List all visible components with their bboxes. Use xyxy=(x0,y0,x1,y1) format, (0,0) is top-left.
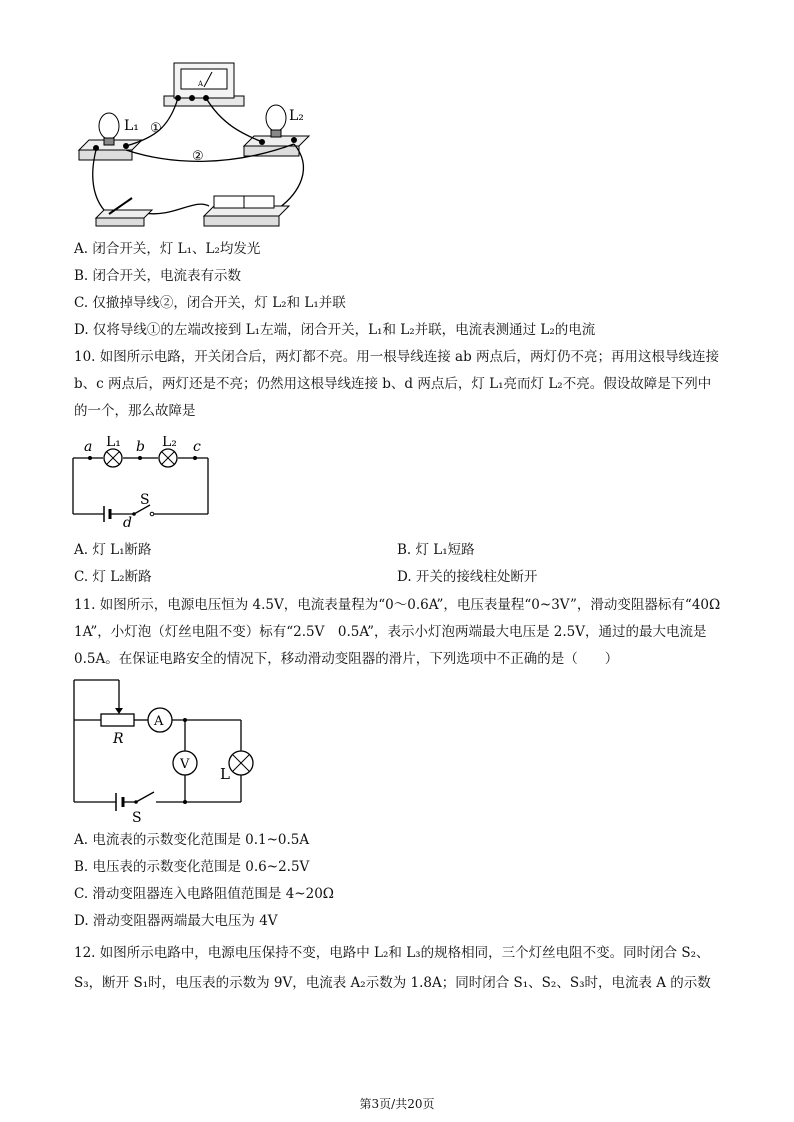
q10-stem: 10. 如图所示电路，开关闭合后，两灯都不亮。用一根导线连接 ab 两点后，两灯仍不亮；再用这根导线连接 b、c 两点后，两灯还是不亮；仍然用这根导线连接 b、d 两点后，灯 L₁亮而灯 L₂不亮。假设故障是下列中的一个，那么故障是 xyxy=(74,349,720,419)
ammeter-label: A xyxy=(154,714,164,729)
resistor-r-label: R xyxy=(113,731,124,747)
battery-device xyxy=(204,196,289,226)
q10-option-b: B. 灯 L₁短路 xyxy=(397,542,475,558)
q10-option-a: A. 灯 L₁断路 xyxy=(74,542,152,558)
q11-option-b: B. 电压表的示数变化范围是 0.6~2.5V xyxy=(74,859,310,875)
circuit-photo-figure xyxy=(74,58,314,236)
q10-circuit-diagram xyxy=(70,436,215,528)
q10-option-c: C. 灯 L₂断路 xyxy=(74,569,152,585)
q9-option-a: A. 闭合开关，灯 L₁、L₂均发光 xyxy=(74,241,261,257)
point-c-label: c xyxy=(193,439,201,455)
wire-1-label: ① xyxy=(150,121,162,136)
q9-option-c: C. 仅撤掉导线②，闭合开关，灯 L₂和 L₁并联 xyxy=(74,295,346,311)
label-l2: L₂ xyxy=(289,108,304,124)
switch-device xyxy=(96,198,152,226)
lamp-l2-label: L₂ xyxy=(162,436,177,450)
q11-option-d: D. 滑动变阻器两端最大电压为 4V xyxy=(74,913,278,929)
switch-s-label: S xyxy=(132,810,142,826)
ammeter-device xyxy=(164,63,244,106)
page-footer: 第3页/共20页 xyxy=(359,1097,435,1111)
ammeter-label: A xyxy=(198,80,204,88)
wire-2-label: ② xyxy=(192,149,204,164)
label-l1: L₁ xyxy=(124,118,139,134)
point-d-label: d xyxy=(123,515,132,528)
switch-s-label: S xyxy=(140,492,150,508)
q10-option-d: D. 开关的接线柱处断开 xyxy=(397,569,538,585)
voltmeter-label: V xyxy=(180,757,190,772)
q11-stem: 11. 如图所示，电源电压恒为 4.5V，电流表量程为“0～0.6A”，电压表量程“0~3V”，滑动变阻器标有“40Ω 1A”，小灯泡（灯丝电阻不变）标有“2.5V 0.5A”，表示小灯泡两端最大电压是 2.5V，通过的最大电流是 0.5A。在保证电路安全的情况下，移动滑动变阻器的滑片，下列选项中不正确的是（ ） xyxy=(74,597,734,667)
q9-option-b: B. 闭合开关，电流表有示数 xyxy=(74,268,242,284)
point-a-label: a xyxy=(84,439,93,455)
q12-stem: 12. 如图所示电路中，电源电压保持不变，电路中 L₂和 L₃的规格相同，三个灯丝电阻不变。同时闭合 S₂、S₃，断开 S₁时，电压表的示数为 9V，电流表 A₂示数为 1.8A；同时闭合 S₁、S₂、S₃时，电流表 A 的示数 xyxy=(74,945,711,991)
point-b-label: b xyxy=(136,439,145,455)
q11-option-a: A. 电流表的示数变化范围是 0.1~0.5A xyxy=(74,832,310,848)
q11-circuit-diagram xyxy=(70,676,260,826)
lamp-l1-label: L₁ xyxy=(106,436,121,450)
q11-option-c: C. 滑动变阻器连入电路阻值范围是 4~20Ω xyxy=(74,886,334,902)
lamp-l-label: L xyxy=(220,765,230,783)
q9-option-d: D. 仅将导线①的左端改接到 L₁左端，闭合开关，L₁和 L₂并联，电流表测通过 L₂的电流 xyxy=(74,322,596,338)
